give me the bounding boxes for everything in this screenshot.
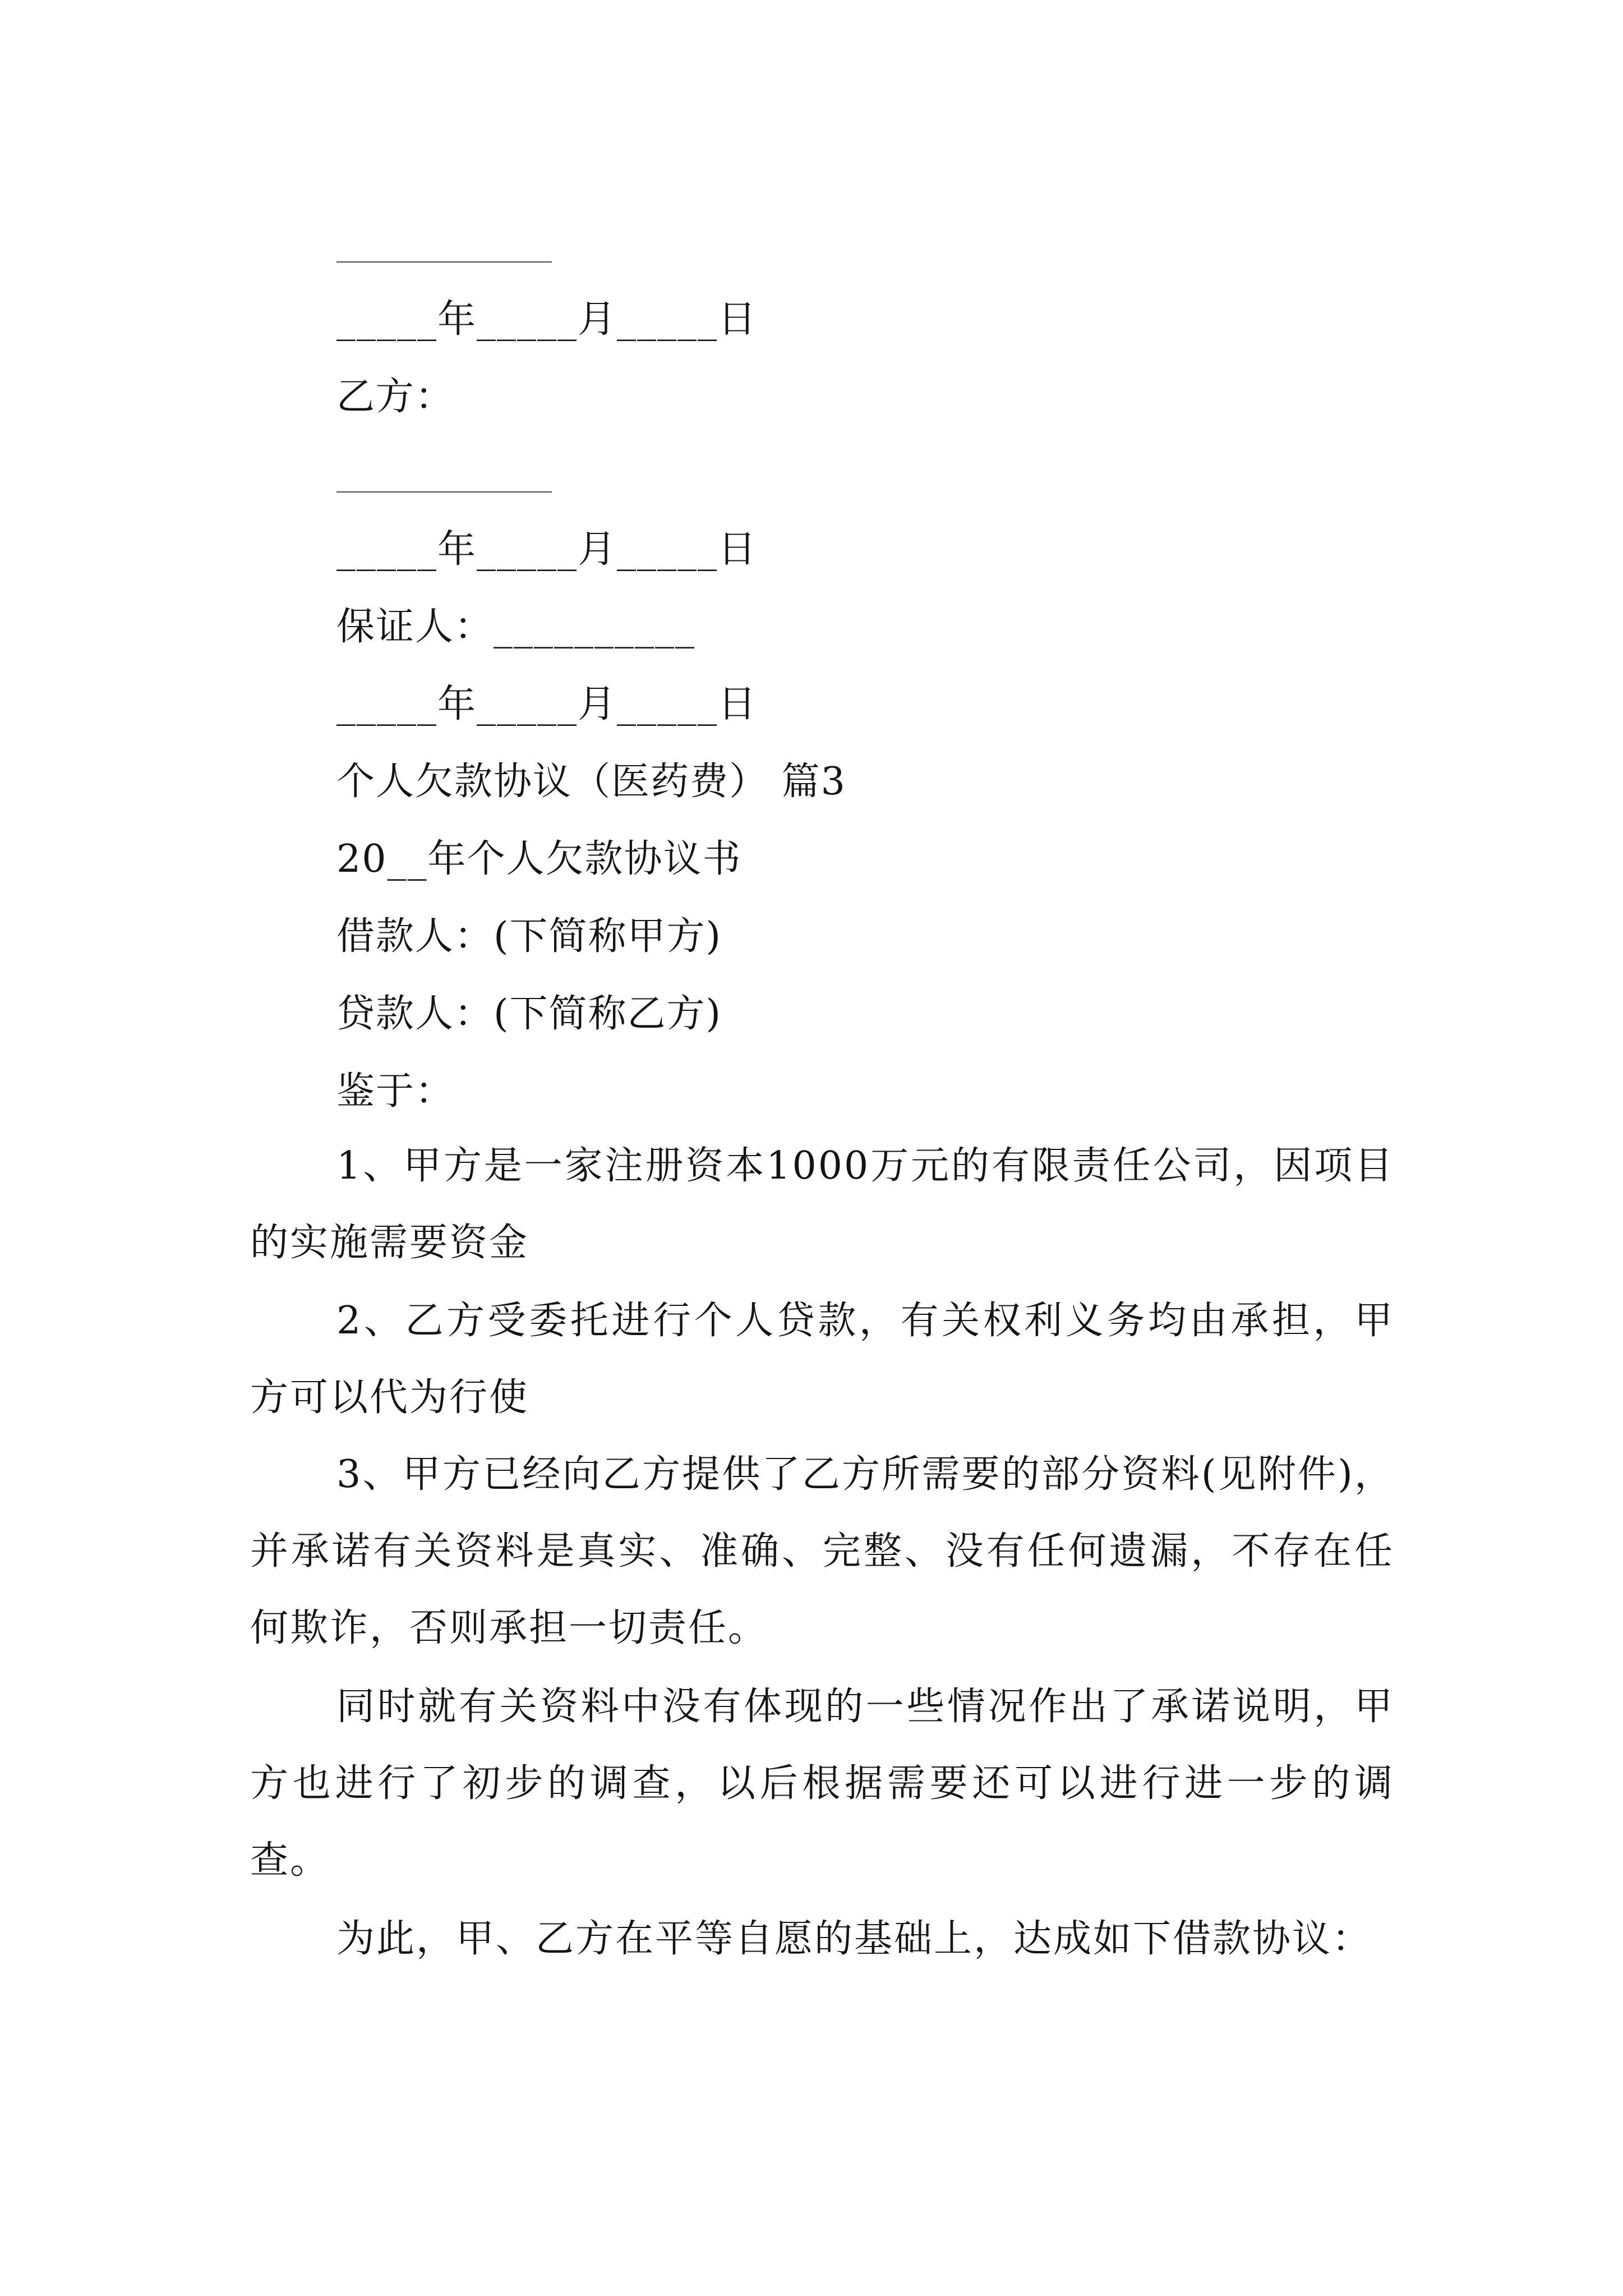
party-b-date: _____年_____月_____日 (336, 527, 758, 572)
clause-2: 2、乙方受委托进行个人贷款，有关权利义务均由承担，甲方可以代为行使 (250, 1299, 1394, 1420)
party-a-signature-blank (336, 261, 552, 263)
statement-paragraph: 同时就有关资料中没有体现的一些情况作出了承诺说明，甲方也进行了初步的调查，以后根据需要还可以进行进一步的调查。 (250, 1685, 1394, 1883)
section-heading: 个人欠款协议（医药费） 篇3 (336, 760, 846, 804)
clause-1: 1、甲方是一家注册资本1000万元的有限责任公司，因项目的实施需要资金 (250, 1144, 1394, 1265)
whereas-line: 鉴于： (336, 1069, 455, 1114)
lender-line: 贷款人：(下简称乙方) (336, 992, 722, 1036)
agreement-intro-paragraph: 为此，甲、乙方在平等自愿的基础上，达成如下借款协议： (336, 1917, 1372, 1961)
party-b-signature-blank (336, 491, 552, 493)
borrower-line: 借款人：(下简称甲方) (336, 914, 722, 959)
party-a-date: _____年_____月_____日 (336, 297, 758, 342)
guarantor-label: 保证人：__________ (336, 605, 696, 649)
agreement-title: 20__年个人欠款协议书 (336, 837, 742, 881)
clause-3: 3、甲方已经向乙方提供了乙方所需要的部分资料(见附件)，并承诺有关资料是真实、准确、完整、没有任何遗漏，不存在任何欺诈，否则承担一切责任。 (250, 1452, 1394, 1650)
party-b-label: 乙方： (336, 375, 455, 419)
guarantor-date: _____年_____月_____日 (336, 682, 758, 726)
